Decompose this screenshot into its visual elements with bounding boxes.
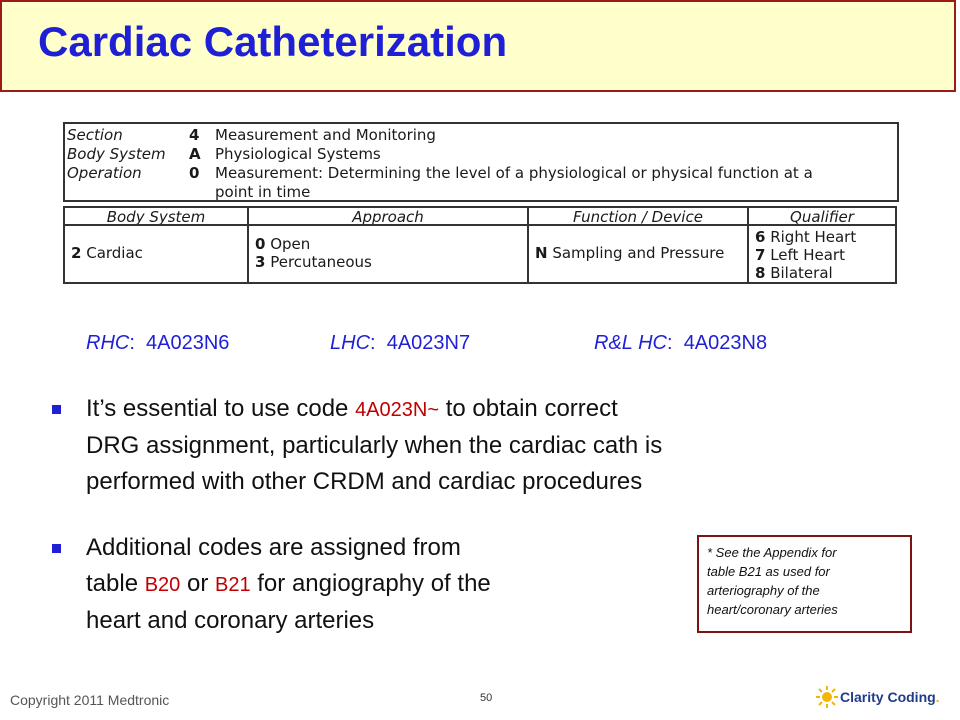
table-cell-line: 6 Right Heart	[755, 228, 857, 246]
column-head-body-system: Body System	[63, 206, 249, 226]
table-cell-line: 2 Cardiac	[71, 244, 143, 262]
page-number: 50	[480, 692, 493, 704]
column-body-function-device	[527, 224, 749, 284]
column-head-approach: Approach	[247, 206, 529, 226]
code-b21: B21	[215, 574, 251, 596]
sun-icon	[816, 686, 838, 708]
header-value: point in time	[215, 183, 311, 201]
column-body-qualifier	[747, 224, 897, 284]
code-4a023n: 4A023N~	[355, 399, 440, 421]
column-head-function-device: Function / Device	[527, 206, 749, 226]
table-header-box	[63, 122, 899, 202]
code-rl-hc: R&L HC: 4A023N8	[594, 332, 768, 354]
column-head-qualifier: Qualifier	[747, 206, 897, 226]
code-lhc: LHC: 4A023N7	[330, 332, 471, 354]
bullet-code-importance	[52, 391, 872, 501]
copyright-text: Copyright 2011 Medtronic	[10, 692, 170, 708]
code-b20: B20	[144, 574, 181, 596]
table-cell-line: 0 Open	[255, 235, 311, 253]
table-cell-line: N Sampling and Pressure	[535, 244, 725, 262]
code-rhc: RHC: 4A023N6	[86, 332, 230, 354]
header-char: A	[189, 145, 201, 163]
bullet-square-icon	[52, 405, 61, 414]
table-cell-line: 7 Left Heart	[755, 246, 845, 264]
appendix-note: * See the Appendix for table B21 as used for arteriography of the heart/coronary arteries	[697, 535, 912, 633]
header-char: 4	[189, 126, 200, 144]
header-char: 0	[189, 164, 200, 182]
header-value: Measurement: Determining the level of a physiological or physical function at a	[215, 164, 813, 182]
column-body-approach	[247, 224, 529, 284]
title-bar	[0, 0, 956, 92]
header-label: Section	[67, 126, 123, 144]
column-body-body-system	[63, 224, 249, 284]
header-label: Operation	[67, 164, 142, 182]
clarity-coding-logo	[816, 684, 946, 710]
bullet-additional-codes	[52, 530, 672, 640]
table-cell-line: 8 Bilateral	[755, 264, 833, 282]
header-value: Physiological Systems	[215, 145, 381, 163]
bullet-text: Additional codes are assigned from table B20 or B21 for angiography of the heart and coronary arteries	[86, 534, 491, 634]
table-cell-line: 3 Percutaneous	[255, 253, 372, 271]
bullet-square-icon	[52, 544, 61, 553]
header-value: Measurement and Monitoring	[215, 126, 436, 144]
logo-text: Clarity Coding.	[840, 689, 940, 705]
icd-pcs-table	[63, 122, 899, 282]
header-label: Body System	[67, 145, 166, 163]
page-title: Cardiac Catheterization	[38, 18, 508, 65]
bullet-text: It’s essential to use code 4A023N~ to obtain correct DRG assignment, particularly when the cardiac cath is performed with other CRDM and cardiac procedures	[86, 395, 663, 495]
